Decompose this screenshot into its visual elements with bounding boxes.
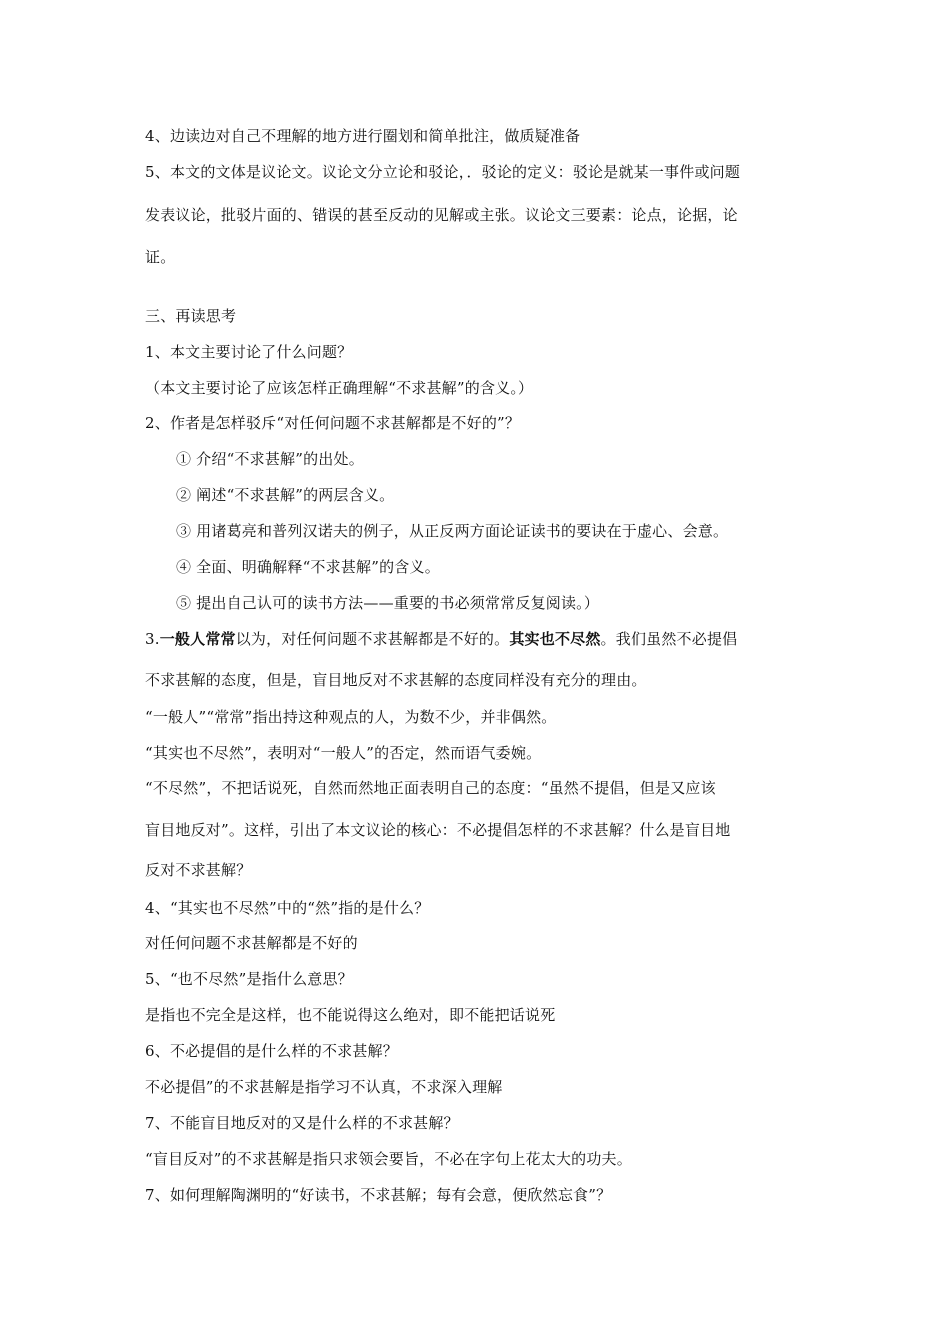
- answer-7: “盲目反对”的不求甚解是指只求领会要旨，不必在字句上花太大的功夫。: [145, 1150, 632, 1168]
- step-item: ③ 用诸葛亮和普列汉诺夫的例子，从正反两方面论证读书的要诀在于虚心、会意。: [176, 522, 729, 540]
- question-3-line7: 反对不求甚解？: [145, 861, 252, 879]
- step-item: ④ 全面、明确解释“不求甚解”的含义。: [176, 558, 440, 576]
- answer-5: 是指也不完全是这样，也不能说得这么绝对，即不能把话说死: [145, 1006, 556, 1024]
- q3-text-2: 。我们虽然不必提倡: [600, 630, 738, 648]
- section-heading: 三、再读思考: [145, 307, 237, 325]
- question-2: 2、作者是怎样驳斥“对任何问题不求甚解都是不好的”？: [145, 414, 521, 432]
- step-item: ⑤ 提出自己认可的读书方法——重要的书必须常常反复阅读。）: [176, 594, 600, 612]
- question-3-line4: “其实也不尽然”，表明对“一般人”的否定，然而语气委婉。: [145, 744, 542, 762]
- question-3-line6: 盲目地反对”。这样，引出了本文议论的核心：不必提倡怎样的不求甚解？什么是盲目地: [145, 821, 731, 839]
- question-7b: 7、如何理解陶渊明的“好读书，不求甚解；每有会意，便欣然忘食”？: [145, 1186, 612, 1204]
- q3-bold-phrase-2: 其实也不尽然: [509, 630, 601, 648]
- answer-1: （本文主要讨论了应该怎样正确理解“不求甚解”的含义。）: [145, 379, 534, 397]
- question-3-line1: [145, 629, 737, 649]
- answer-4: 对任何问题不求甚解都是不好的: [145, 934, 358, 952]
- question-6: 6、不必提倡的是什么样的不求甚解？: [145, 1042, 398, 1060]
- list-item-5-line3: 证。: [145, 248, 176, 266]
- question-3-line3: “一般人”“常常”指出持这种观点的人，为数不少，并非偶然。: [145, 708, 557, 726]
- q3-text-1: 以为，对任何问题不求甚解都是不好的。: [235, 630, 510, 648]
- list-item-5-line2: 发表议论，批驳片面的、错误的甚至反动的见解或主张。议论文三要素：论点，论据，论: [145, 206, 738, 224]
- q3-number: 3.: [145, 630, 160, 648]
- list-item-4: 4、边读边对自己不理解的地方进行圈划和简单批注，做质疑准备: [145, 127, 581, 145]
- answer-6: 不必提倡”的不求甚解是指学习不认真，不求深入理解: [145, 1078, 503, 1096]
- question-4: 4、“其实也不尽然”中的“然”指的是什么？: [145, 899, 430, 917]
- list-item-5-line1: 5、本文的文体是议论文。议论文分立论和驳论，．驳论的定义：驳论是就某一事件或问题: [145, 163, 741, 181]
- question-3-line2: 不求甚解的态度，但是，盲目地反对不求甚解的态度同样没有充分的理由。: [145, 671, 647, 689]
- question-5: 5、“也不尽然”是指什么意思？: [145, 970, 353, 988]
- step-item: ① 介绍“不求甚解”的出处。: [176, 450, 364, 468]
- q3-bold-phrase-1: 一般人常常: [159, 630, 236, 648]
- question-3-line5: “不尽然”，不把话说死，自然而然地正面表明自己的态度：“虽然不提倡，但是又应该: [145, 779, 716, 797]
- question-1: 1、本文主要讨论了什么问题？: [145, 343, 353, 361]
- step-item: ② 阐述“不求甚解”的两层含义。: [176, 486, 395, 504]
- question-7: 7、不能盲目地反对的又是什么样的不求甚解？: [145, 1114, 459, 1132]
